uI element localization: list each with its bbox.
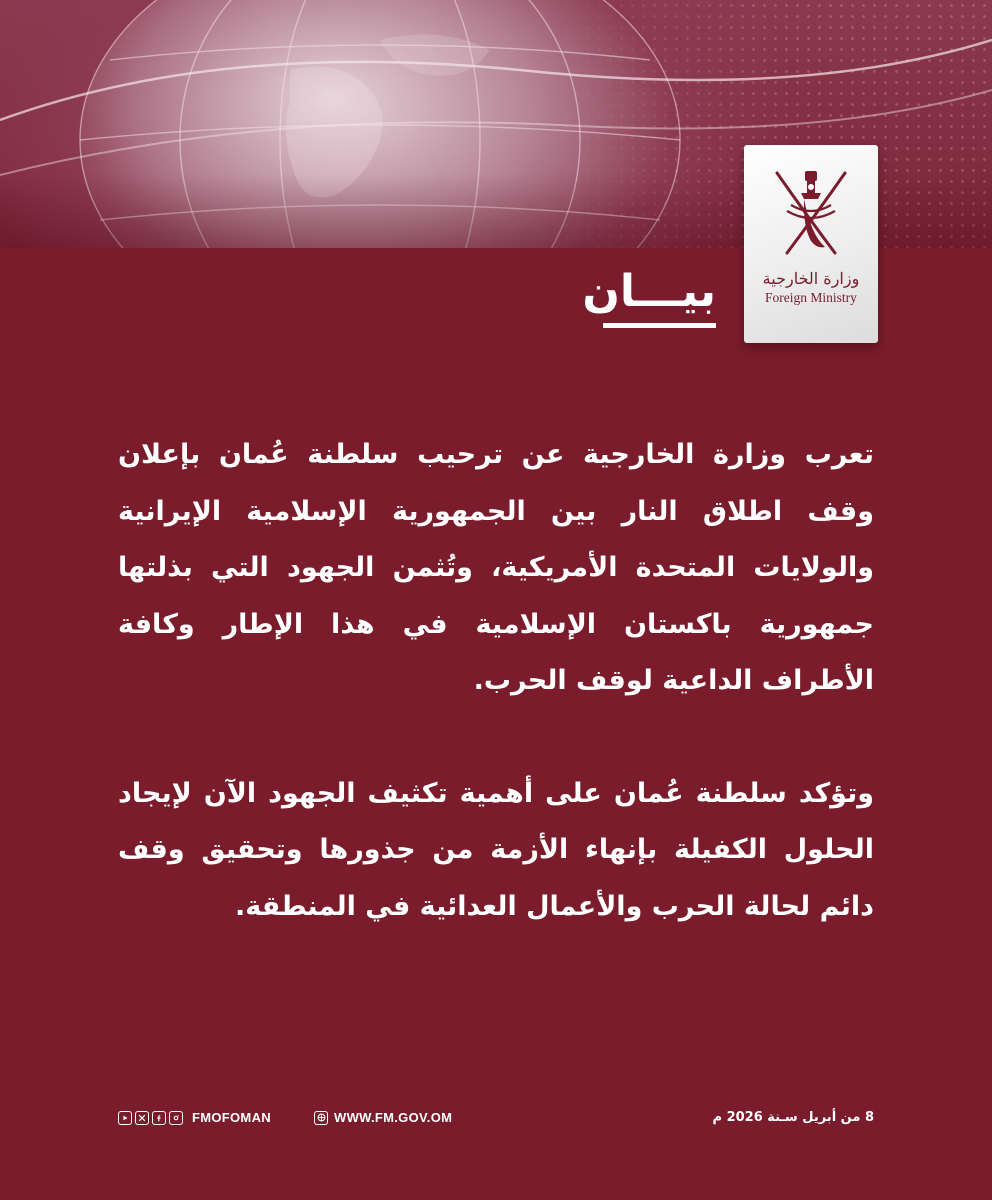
- youtube-icon[interactable]: [118, 1111, 132, 1125]
- ministry-name-english: Foreign Ministry: [765, 290, 857, 305]
- statement-date: 8 من أبريل سـنة 2026 م: [712, 1110, 874, 1125]
- title-underline: [603, 323, 716, 328]
- khanjar-emblem-icon: [765, 165, 857, 261]
- footer: [0, 1108, 992, 1132]
- statement-paragraph-1: تعرب وزارة الخارجية عن ترحيب سلطنة عُمان بإعلان وقف اطلاق النار بين الجمهورية الإسلامية الإيرانية والولايات المتحدة الأمريكية، وتُثمن الجهود التي بذلتها جمهورية باكستان الإسلامية في هذا الإطار وكافة الأطراف الداعية لوقف الحرب.: [118, 439, 874, 696]
- web-icon: [314, 1111, 328, 1125]
- ministry-name-arabic: وزارة الخارجية: [762, 269, 860, 288]
- website-link[interactable]: [314, 1110, 452, 1125]
- x-icon[interactable]: [135, 1111, 149, 1125]
- page-title: بيـــان: [582, 266, 716, 317]
- instagram-icon[interactable]: [169, 1111, 183, 1125]
- statement-paragraph-2: وتؤكد سلطنة عُمان على أهمية تكثيف الجهود الآن لإيجاد الحلول الكفيلة بإنهاء الأزمة من جذورها وتحقيق وقف دائم لحالة الحرب والأعمال العدائية في المنطقة.: [118, 777, 874, 922]
- statement-body: [118, 427, 874, 935]
- social-handle[interactable]: [118, 1110, 271, 1125]
- ministry-logo: [744, 145, 878, 343]
- website-url: WWW.FM.GOV.OM: [334, 1110, 453, 1125]
- facebook-icon[interactable]: [152, 1111, 166, 1125]
- social-handle-text: FMOFOMAN: [192, 1110, 271, 1125]
